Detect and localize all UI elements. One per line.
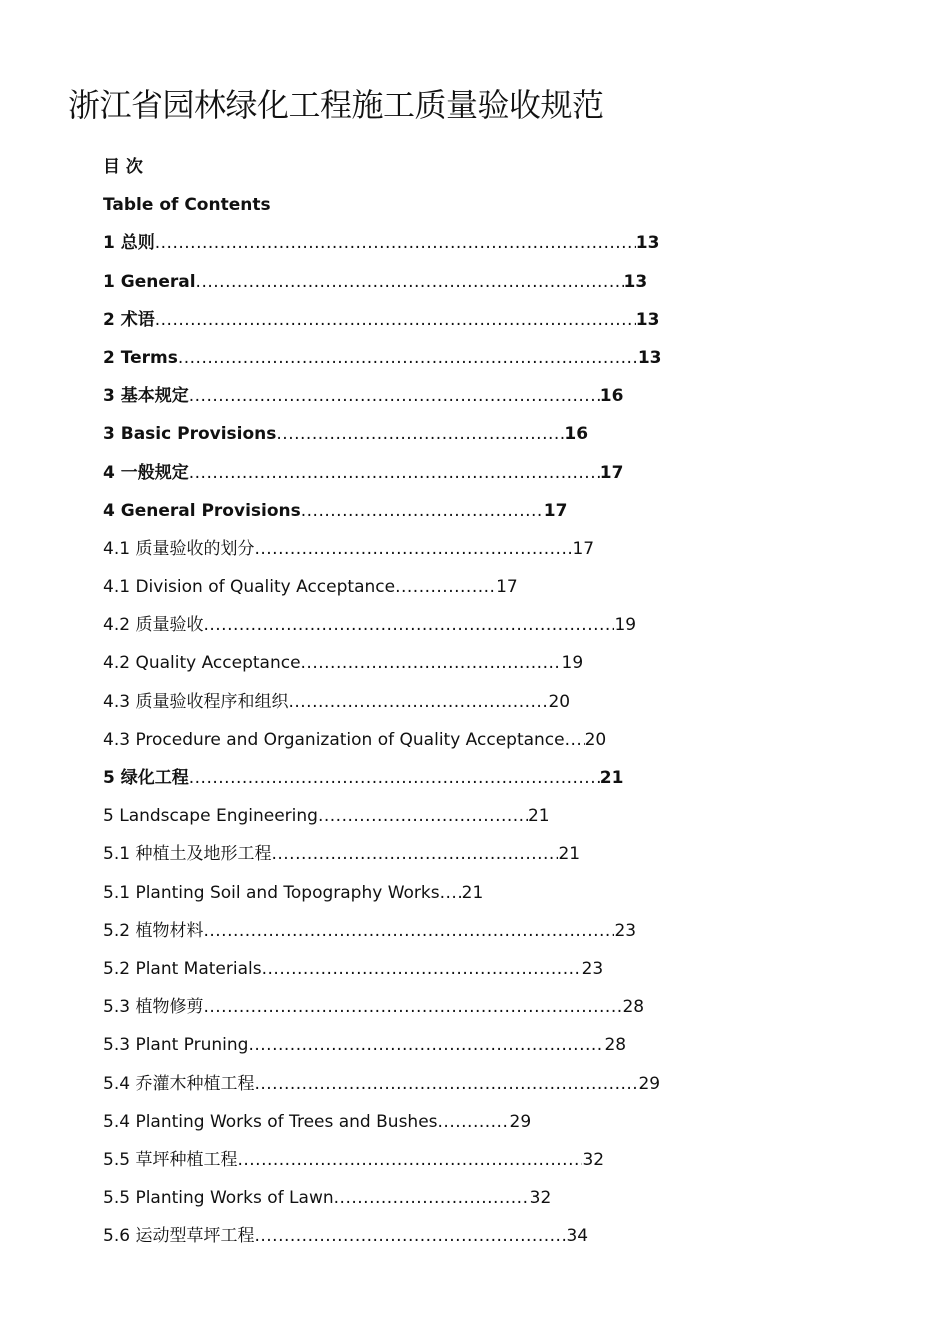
toc-entry-label: 5.2 植物材料 [103,920,204,941]
toc-entry-label: 5.3 植物修剪 [103,997,204,1018]
toc-page-number: 21 [527,806,550,827]
toc-leader-dots [189,454,600,492]
toc-entry-label: 5.1 种植土及地形工程 [103,844,272,865]
toc-entry[interactable] [103,988,863,1026]
toc-leader-dots [318,797,528,835]
toc-entry-label: 5.4 Planting Works of Trees and Bushes [103,1111,438,1132]
toc-entry-list [103,224,863,1255]
toc-page-number: 13 [635,233,660,254]
toc-entry-label: 4 一般规定 [103,462,189,483]
toc-leader-dots [155,301,636,339]
toc-entry[interactable] [103,1065,863,1103]
document-title: 浙江省园林绿化工程施工质量验收规范 [68,86,604,124]
toc-entry-label: 5.2 Plant Materials [103,958,262,979]
toc-entry-label: 1 General [103,271,196,292]
toc-page-number: 29 [509,1111,532,1132]
toc-entry[interactable] [103,415,863,453]
toc-page-number: 13 [635,309,660,330]
toc-entry-label: 4.3 质量验收程序和组织 [103,691,289,712]
toc-leader-dots [262,950,582,988]
toc-page-number: 21 [599,768,624,788]
toc-leader-dots [276,415,564,453]
toc-entry-label: 4.1 Division of Quality Acceptance [103,577,396,598]
toc-entry[interactable] [103,835,863,873]
toc-page-number: 23 [614,920,637,941]
toc-entry-label: 5.6 运动型草坪工程 [103,1226,255,1247]
toc-entry[interactable] [103,224,863,262]
toc-page-number: 16 [599,386,624,407]
table-of-contents [103,148,863,1255]
toc-leader-dots [178,339,638,377]
toc-page-number: 32 [529,1188,552,1209]
toc-page-number: 16 [564,424,589,445]
toc-heading-en: Table of Contents [103,195,271,216]
toc-page-number: 29 [638,1073,661,1094]
toc-entry-label: 2 Terms [103,347,178,368]
toc-entry-label: 5.5 草坪种植工程 [103,1149,238,1170]
toc-leader-dots [565,721,585,759]
toc-entry[interactable] [103,683,863,721]
toc-leader-dots [155,224,636,262]
toc-entry-label: 5.5 Planting Works of Lawn [103,1188,334,1209]
toc-leader-dots [189,377,600,415]
toc-page-number: 17 [599,462,624,483]
toc-leader-dots [254,530,572,568]
toc-entry[interactable] [103,568,863,606]
toc-entry[interactable] [103,874,863,912]
toc-entry-label: 1 总则 [103,233,155,254]
toc-entry[interactable] [103,1103,863,1141]
toc-page-number: 28 [604,1035,627,1056]
toc-leader-dots [248,1026,604,1064]
toc-leader-dots [334,1179,530,1217]
toc-entry[interactable] [103,263,863,301]
toc-page-number: 21 [461,882,484,903]
toc-leader-dots [288,683,548,721]
toc-leader-dots [237,1141,582,1179]
toc-leader-dots [189,759,600,797]
toc-entry-label: 5.3 Plant Pruning [103,1035,249,1056]
toc-page-number: 32 [582,1149,605,1170]
toc-entry-label: 3 Basic Provisions [103,424,277,445]
toc-entry-label: 2 术语 [103,309,155,330]
toc-page-number: 19 [614,615,637,636]
toc-entry-label: 4 General Provisions [103,500,301,521]
toc-entry-label: 5 绿化工程 [103,768,189,788]
toc-entry[interactable] [103,1026,863,1064]
toc-leader-dots [271,835,558,873]
toc-entry-label: 4.2 质量验收 [103,615,204,636]
toc-page-number: 13 [623,271,648,292]
toc-page-number: 17 [543,500,568,521]
toc-entry-label: 5.1 Planting Soil and Topography Works [103,882,440,903]
toc-entry[interactable] [103,492,863,530]
toc-entry[interactable] [103,1179,863,1217]
toc-leader-dots [438,1103,510,1141]
toc-entry-label: 5 Landscape Engineering [103,806,318,827]
toc-page-number: 20 [584,729,607,750]
toc-leader-dots [203,606,614,644]
toc-entry-label: 4.2 Quality Acceptance [103,653,301,674]
toc-leader-dots [254,1217,566,1255]
toc-page-number: 34 [566,1226,589,1247]
toc-entry[interactable] [103,1141,863,1179]
toc-leader-dots [196,263,624,301]
toc-heading-cn: 目 次 [103,157,143,177]
toc-page-number: 21 [558,844,581,865]
toc-entry[interactable] [103,1217,863,1255]
toc-leader-dots [440,874,462,912]
toc-entry-label: 5.4 乔灌木种植工程 [103,1073,255,1094]
toc-entry[interactable] [103,454,863,492]
toc-entry[interactable] [103,912,863,950]
toc-page-number: 20 [548,691,571,712]
toc-leader-dots [203,912,614,950]
toc-leader-dots [395,568,496,606]
toc-entry[interactable] [103,339,863,377]
toc-entry[interactable] [103,530,863,568]
toc-entry[interactable] [103,721,863,759]
toc-entry-label: 3 基本规定 [103,386,189,407]
toc-leader-dots [203,988,622,1026]
toc-page-number: 28 [622,997,645,1018]
toc-page-number: 17 [496,577,518,598]
toc-entry[interactable] [103,797,863,835]
toc-leader-dots [301,492,544,530]
toc-page-number: 13 [637,347,662,368]
toc-leader-dots [254,1065,638,1103]
toc-leader-dots [301,644,562,682]
toc-entry[interactable] [103,377,863,415]
toc-entry[interactable] [103,606,863,644]
toc-entry-label: 4.1 质量验收的划分 [103,538,255,559]
toc-entry[interactable] [103,759,863,797]
toc-page-number: 19 [561,653,584,674]
toc-entry[interactable] [103,644,863,682]
toc-page-number: 23 [581,958,604,979]
toc-page-number: 17 [572,538,595,559]
toc-entry[interactable] [103,950,863,988]
toc-entry[interactable] [103,301,863,339]
toc-entry-label: 4.3 Procedure and Organization of Quality Acceptance [103,729,565,750]
